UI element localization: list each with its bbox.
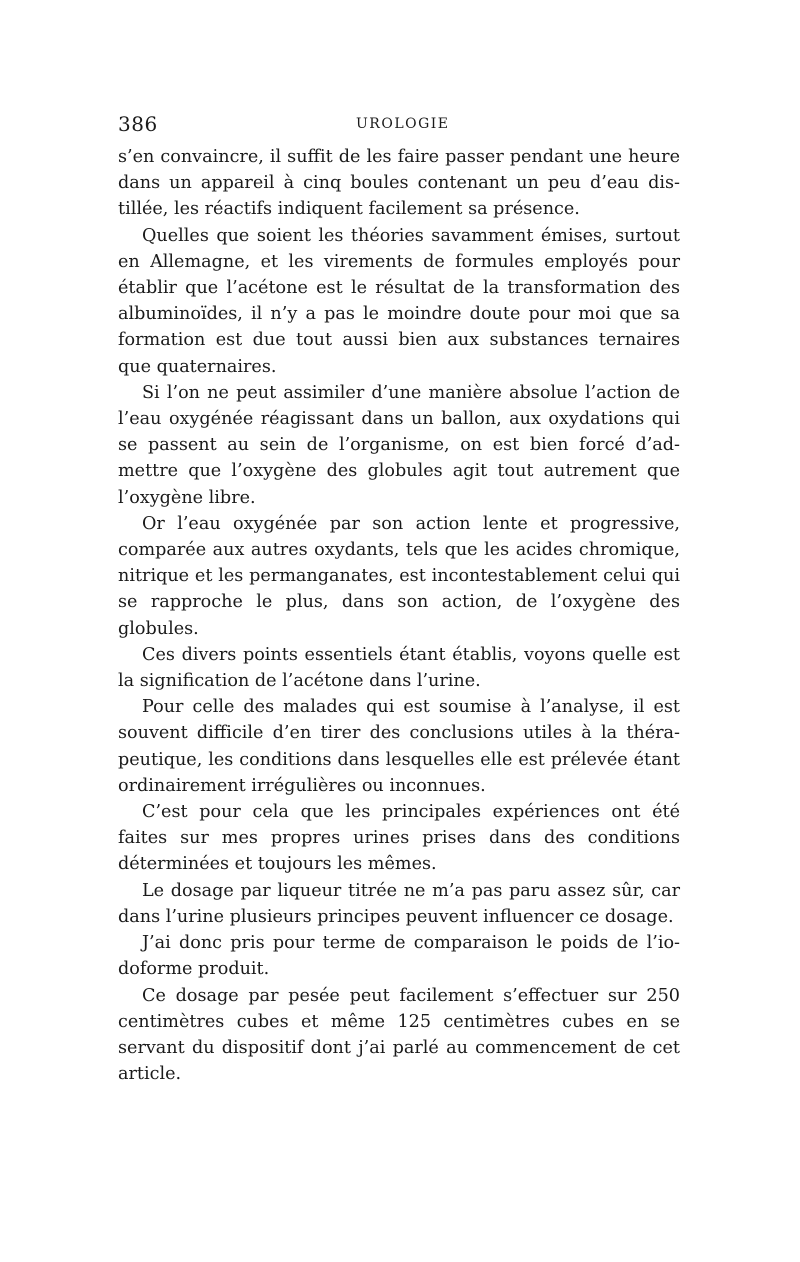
paragraph: Quelles que soient les théories savamment émises, surtout en Allemagne, et les virements de formules employés pour établir que l’acétone est le résultat de la transformation des albuminoïdes, il n’y a pas le moindre doute pour moi que sa formation est due tout aussi bien aux substances ternaires que quaternaires. <box>118 225 680 377</box>
body-text <box>118 144 680 1087</box>
running-head <box>118 112 680 144</box>
paragraph: Si l’on ne peut assimiler d’une manière absolue l’action de l’eau oxygénée réagissant dans un ballon, aux oxydations qui se passent au sein de l’organisme, on est bien forcé d’admettre que l’oxygène des globules agit tout autrement que l’oxygène libre. <box>118 382 680 508</box>
page-number: 386 <box>118 112 158 136</box>
paragraph: Ce dosage par pesée peut facilement s’effectuer sur 250 centimètres cubes et même 125 centimètres cubes en se servant du dispositif dont j’ai parlé au commencement de cet article. <box>118 985 680 1085</box>
paragraph: C’est pour cela que les principales expériences ont été faites sur mes propres urines prises dans des conditions déterminées et toujours les mêmes. <box>118 802 680 875</box>
book-page <box>118 112 680 1087</box>
paragraph: J’ai donc pris pour terme de comparaison le poids de l’iodoforme produit. <box>118 933 680 980</box>
paragraph: Pour celle des malades qui est soumise à l’analyse, il est souvent difficile d’en tirer des conclusions utiles à la thérapeutique, les conditions dans lesquelles elle est prélevée étant ordinairement irrégulières ou inconnues. <box>118 697 680 796</box>
paragraph: Ces divers points essentiels étant établis, voyons quelle est la signification de l’acétone dans l’urine. <box>118 644 680 692</box>
paragraph: Le dosage par liqueur titrée ne m’a pas paru assez sûr, car dans l’urine plusieurs principes peuvent influencer ce dosage. <box>118 880 680 927</box>
running-title: UROLOGIE <box>356 116 450 132</box>
paragraph: Or l’eau oxygénée par son action lente et progressive, comparée aux autres oxydants, tels que les acides chromique, nitrique et les permanganates, est incontestablement celui qui se rapproche le plus, dans son action, de l’oxygène des globules. <box>118 513 680 639</box>
paragraph-continuation: s’en convaincre, il suffit de les faire passer pendant une heure dans un appareil à cinq boules contenant un peu d’eau distillée, les réactifs indiquent facilement sa présence. <box>118 147 680 220</box>
